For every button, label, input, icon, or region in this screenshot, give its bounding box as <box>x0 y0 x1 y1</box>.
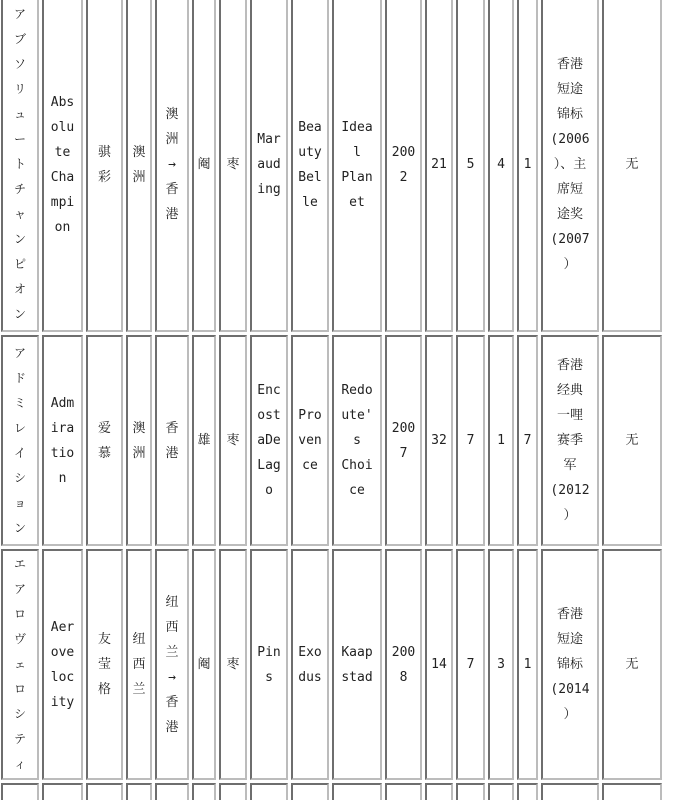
damsire-cell <box>332 549 382 780</box>
damsire-text <box>341 115 372 215</box>
text-line: Plan <box>341 169 373 185</box>
chinese-name-text <box>98 140 111 190</box>
wins-text: 7 <box>466 433 475 448</box>
text-line: 2 <box>399 169 408 185</box>
foaling-year-cell <box>385 783 422 800</box>
text-line: Cha <box>50 169 75 185</box>
starts-text: 14 <box>431 657 447 672</box>
english-name-cell <box>42 335 83 546</box>
color-text: 枣 <box>226 657 240 672</box>
chinese-name-text <box>98 627 111 702</box>
text-line: l <box>353 144 361 160</box>
text-line: 洲 <box>132 445 146 461</box>
color-text: 枣 <box>226 433 240 448</box>
location-cell <box>155 0 189 332</box>
text-line: 兰 <box>165 644 179 660</box>
text-line: シ <box>13 470 26 485</box>
japanese-name-cell <box>1 335 39 546</box>
table-row <box>1 335 662 546</box>
text-line: Lag <box>257 458 281 473</box>
text-line: olu <box>50 119 75 135</box>
text-line: le <box>302 194 318 210</box>
text-line: 兰 <box>132 682 146 697</box>
text-line: o <box>265 483 273 498</box>
honors-text <box>550 353 589 528</box>
text-line: 香港 <box>556 57 583 72</box>
text-line: s <box>265 669 273 685</box>
sex-text: 雄 <box>197 433 211 448</box>
text-line: ー <box>13 132 26 146</box>
starts-text: 32 <box>431 433 447 448</box>
color-cell <box>219 783 247 800</box>
sire-cell <box>250 0 288 332</box>
text-line: 澳 <box>165 107 179 122</box>
dam-cell <box>291 783 329 800</box>
text-line: ute' <box>341 408 373 423</box>
text-line: 锦标 <box>556 107 583 122</box>
sex-cell <box>192 335 216 546</box>
text-line: (2014 <box>550 682 590 697</box>
text-line: 香港 <box>556 358 583 373</box>
dam-text <box>298 115 321 215</box>
english-name-text <box>51 90 74 240</box>
origin-text <box>132 627 145 702</box>
text-line: オ <box>13 282 26 296</box>
sex-text: 阉 <box>197 657 211 672</box>
sex-cell <box>192 549 216 780</box>
damsire-cell <box>332 335 382 546</box>
text-line: ） <box>563 707 577 722</box>
text-line: 香 <box>165 694 179 710</box>
sex-cell <box>192 0 216 332</box>
text-line: tio <box>50 445 75 461</box>
text-line: ィ <box>13 757 26 771</box>
text-line: 香 <box>165 182 179 197</box>
location-cell <box>155 783 189 800</box>
text-line: (2012 <box>550 483 590 498</box>
text-line: 香 <box>165 420 179 436</box>
text-line: ロ <box>13 682 26 696</box>
note-cell <box>602 335 662 546</box>
dam-text <box>298 403 321 478</box>
text-line: ソ <box>13 57 26 71</box>
text-line: ira <box>50 420 75 436</box>
text-line: ） <box>563 257 577 272</box>
text-line: シ <box>13 707 26 721</box>
starts-cell <box>425 335 453 546</box>
japanese-name-text <box>14 341 26 541</box>
japanese-name-cell <box>1 549 39 780</box>
wins-text: 5 <box>466 157 475 172</box>
text-line: 澳 <box>132 144 146 160</box>
english-name-cell <box>42 0 83 332</box>
text-line: → <box>168 157 176 172</box>
sire-text <box>257 640 280 690</box>
dam-cell <box>291 0 329 332</box>
text-line: Bel <box>298 169 322 185</box>
thirds-cell <box>517 783 538 800</box>
starts-text: 21 <box>431 157 447 172</box>
text-line: et <box>349 194 365 210</box>
origin-cell <box>126 783 152 800</box>
text-line: 短途 <box>556 82 583 97</box>
text-line: Pro <box>298 408 322 423</box>
dam-cell <box>291 335 329 546</box>
text-line: ン <box>13 232 26 246</box>
text-line: 澳 <box>132 420 146 436</box>
text-line: s <box>353 433 361 448</box>
text-line: Idea <box>341 119 373 135</box>
honors-cell <box>541 335 599 546</box>
thirds-text: 1 <box>523 657 532 672</box>
note-text: 无 <box>625 157 639 172</box>
text-line: Mar <box>257 132 281 147</box>
text-line: 军 <box>563 458 577 473</box>
location-cell <box>155 549 189 780</box>
text-line: ョ <box>13 495 26 510</box>
table-body <box>1 0 662 800</box>
thirds-cell <box>517 335 538 546</box>
text-line: 赛季 <box>556 433 583 448</box>
seconds-cell <box>488 549 514 780</box>
text-line: ce <box>349 483 365 498</box>
text-line: aDe <box>257 433 281 448</box>
text-line: 爱 <box>97 420 111 436</box>
text-line: 洲 <box>132 169 146 185</box>
text-line: 香港 <box>556 607 583 622</box>
text-line: ven <box>298 433 322 448</box>
english-name-cell <box>42 783 83 800</box>
honors-cell <box>541 783 599 800</box>
origin-text <box>132 416 145 466</box>
damsire-text <box>341 378 372 503</box>
damsire-cell <box>332 783 382 800</box>
text-line: 纽 <box>132 632 146 647</box>
text-line: aud <box>257 157 281 172</box>
color-cell <box>219 0 247 332</box>
text-line: dus <box>298 669 322 685</box>
chinese-name-text <box>98 416 111 466</box>
text-line: 短途 <box>556 632 583 647</box>
text-line: ce <box>302 458 318 473</box>
thirds-cell <box>517 549 538 780</box>
origin-cell <box>126 335 152 546</box>
seconds-cell <box>488 783 514 800</box>
text-line: ア <box>13 582 26 596</box>
text-line: → <box>168 669 176 685</box>
text-line: 锦标 <box>556 657 583 672</box>
table-row <box>1 783 662 800</box>
sex-cell <box>192 783 216 800</box>
text-line: 港 <box>165 445 179 461</box>
text-line: ド <box>13 370 26 385</box>
japanese-name-text <box>14 2 26 327</box>
foaling-year-cell <box>385 335 422 546</box>
text-line: Pin <box>257 644 281 660</box>
seconds-text: 3 <box>497 657 505 672</box>
text-line: mpi <box>50 194 75 210</box>
damsire-cell <box>332 0 382 332</box>
sire-cell <box>250 783 288 800</box>
text-line: 200 <box>391 144 416 160</box>
text-line: 洲 <box>165 132 179 147</box>
text-line: 西 <box>132 657 146 672</box>
color-text: 枣 <box>226 157 240 172</box>
sire-text <box>257 378 280 503</box>
location-text <box>165 590 178 740</box>
foaling-year-text <box>392 416 415 466</box>
sire-cell <box>250 335 288 546</box>
chinese-name-cell <box>86 549 123 780</box>
text-line: チ <box>13 182 26 196</box>
text-line: ）、主 <box>553 157 587 172</box>
seconds-cell <box>488 0 514 332</box>
note-cell <box>602 549 662 780</box>
origin-cell <box>126 0 152 332</box>
note-cell <box>602 783 662 800</box>
seconds-cell <box>488 335 514 546</box>
text-line: uty <box>298 144 322 160</box>
chinese-name-cell <box>86 783 123 800</box>
text-line: 纽 <box>165 594 179 610</box>
text-line: 港 <box>165 719 179 735</box>
note-text: 无 <box>625 433 639 448</box>
thirds-text: 1 <box>523 157 532 172</box>
table-row <box>1 0 662 332</box>
text-line: Kaap <box>341 644 373 660</box>
foaling-year-text <box>392 140 415 190</box>
location-text <box>165 102 178 227</box>
wins-cell <box>456 783 485 800</box>
english-name-text <box>51 615 74 715</box>
honors-cell <box>541 549 599 780</box>
text-line: ュ <box>13 107 26 121</box>
text-line: stad <box>341 669 373 685</box>
dam-text <box>298 640 321 690</box>
text-line: 骐 <box>97 144 111 160</box>
color-cell <box>219 549 247 780</box>
table-row <box>1 549 662 780</box>
text-line: 200 <box>391 644 416 660</box>
text-line: Bea <box>298 119 322 135</box>
text-line: Exo <box>298 644 322 660</box>
note-text: 无 <box>625 657 639 672</box>
text-line: Adm <box>50 395 75 411</box>
text-line: 莹 <box>97 657 111 672</box>
starts-cell <box>425 783 453 800</box>
location-text <box>165 416 178 466</box>
text-line: 西 <box>165 619 179 635</box>
text-line: ア <box>13 345 26 360</box>
text-line: ove <box>50 644 75 660</box>
text-line: loc <box>50 669 75 685</box>
text-line: ヴ <box>13 632 26 646</box>
sire-text <box>257 127 280 202</box>
text-line: 席短 <box>556 182 583 197</box>
text-line: テ <box>13 732 26 746</box>
honors-text <box>550 52 589 277</box>
text-line: ト <box>13 157 26 171</box>
foaling-year-cell <box>385 549 422 780</box>
honors-text <box>550 602 589 727</box>
text-line: ity <box>50 694 75 710</box>
text-line: ア <box>13 7 26 21</box>
sex-text: 阉 <box>197 157 211 172</box>
text-line: エ <box>13 557 26 571</box>
text-line: リ <box>13 82 26 96</box>
note-cell <box>602 0 662 332</box>
text-line: ン <box>13 307 26 321</box>
honors-cell <box>541 0 599 332</box>
text-line: 经典 <box>556 383 583 398</box>
foaling-year-cell <box>385 0 422 332</box>
text-line: ブ <box>13 32 26 46</box>
text-line: Choi <box>341 458 373 473</box>
text-line: ピ <box>13 257 26 271</box>
starts-cell <box>425 549 453 780</box>
text-line: Redo <box>341 383 373 398</box>
thirds-text: 7 <box>523 433 532 448</box>
english-name-cell <box>42 549 83 780</box>
text-line: te <box>54 144 71 160</box>
text-line: ェ <box>13 657 26 671</box>
japanese-name-cell <box>1 783 39 800</box>
text-line: 7 <box>399 445 408 461</box>
text-line: 彩 <box>97 169 111 185</box>
wins-cell <box>456 335 485 546</box>
chinese-name-cell <box>86 335 123 546</box>
text-line: 慕 <box>97 445 111 461</box>
text-line: 8 <box>399 669 408 685</box>
chinese-name-cell <box>86 0 123 332</box>
text-line: ン <box>13 520 26 535</box>
text-line: 一哩 <box>556 408 583 423</box>
seconds-text: 4 <box>497 157 505 172</box>
text-line: 友 <box>97 632 111 647</box>
text-line: ost <box>257 408 281 423</box>
text-line: n <box>58 470 67 486</box>
damsire-text <box>341 640 372 690</box>
starts-cell <box>425 0 453 332</box>
japanese-name-text <box>14 552 26 777</box>
text-line: 200 <box>391 420 416 436</box>
dam-cell <box>291 549 329 780</box>
text-line: ャ <box>13 207 26 221</box>
seconds-text: 1 <box>497 433 505 448</box>
wins-text: 7 <box>466 657 475 672</box>
english-name-text <box>51 391 74 491</box>
text-line: ） <box>563 508 577 523</box>
origin-text <box>132 140 145 190</box>
text-line: ing <box>257 182 281 197</box>
text-line: (2006 <box>550 132 590 147</box>
text-line: レ <box>13 420 26 435</box>
text-line: (2007 <box>550 232 590 247</box>
thirds-cell <box>517 0 538 332</box>
foaling-year-text <box>392 640 415 690</box>
text-line: 港 <box>165 207 179 222</box>
text-line: イ <box>13 445 26 460</box>
location-cell <box>155 335 189 546</box>
wins-cell <box>456 549 485 780</box>
text-line: Abs <box>50 94 75 110</box>
color-cell <box>219 335 247 546</box>
text-line: on <box>54 219 71 235</box>
text-line: ミ <box>13 395 26 410</box>
text-line: 格 <box>97 682 111 697</box>
text-line: Enc <box>257 383 281 398</box>
text-line: 途奖 <box>556 207 583 222</box>
japanese-name-cell <box>1 0 39 332</box>
wins-cell <box>456 0 485 332</box>
origin-cell <box>126 549 152 780</box>
text-line: Aer <box>50 619 75 635</box>
sire-cell <box>250 549 288 780</box>
text-line: ロ <box>13 607 26 621</box>
